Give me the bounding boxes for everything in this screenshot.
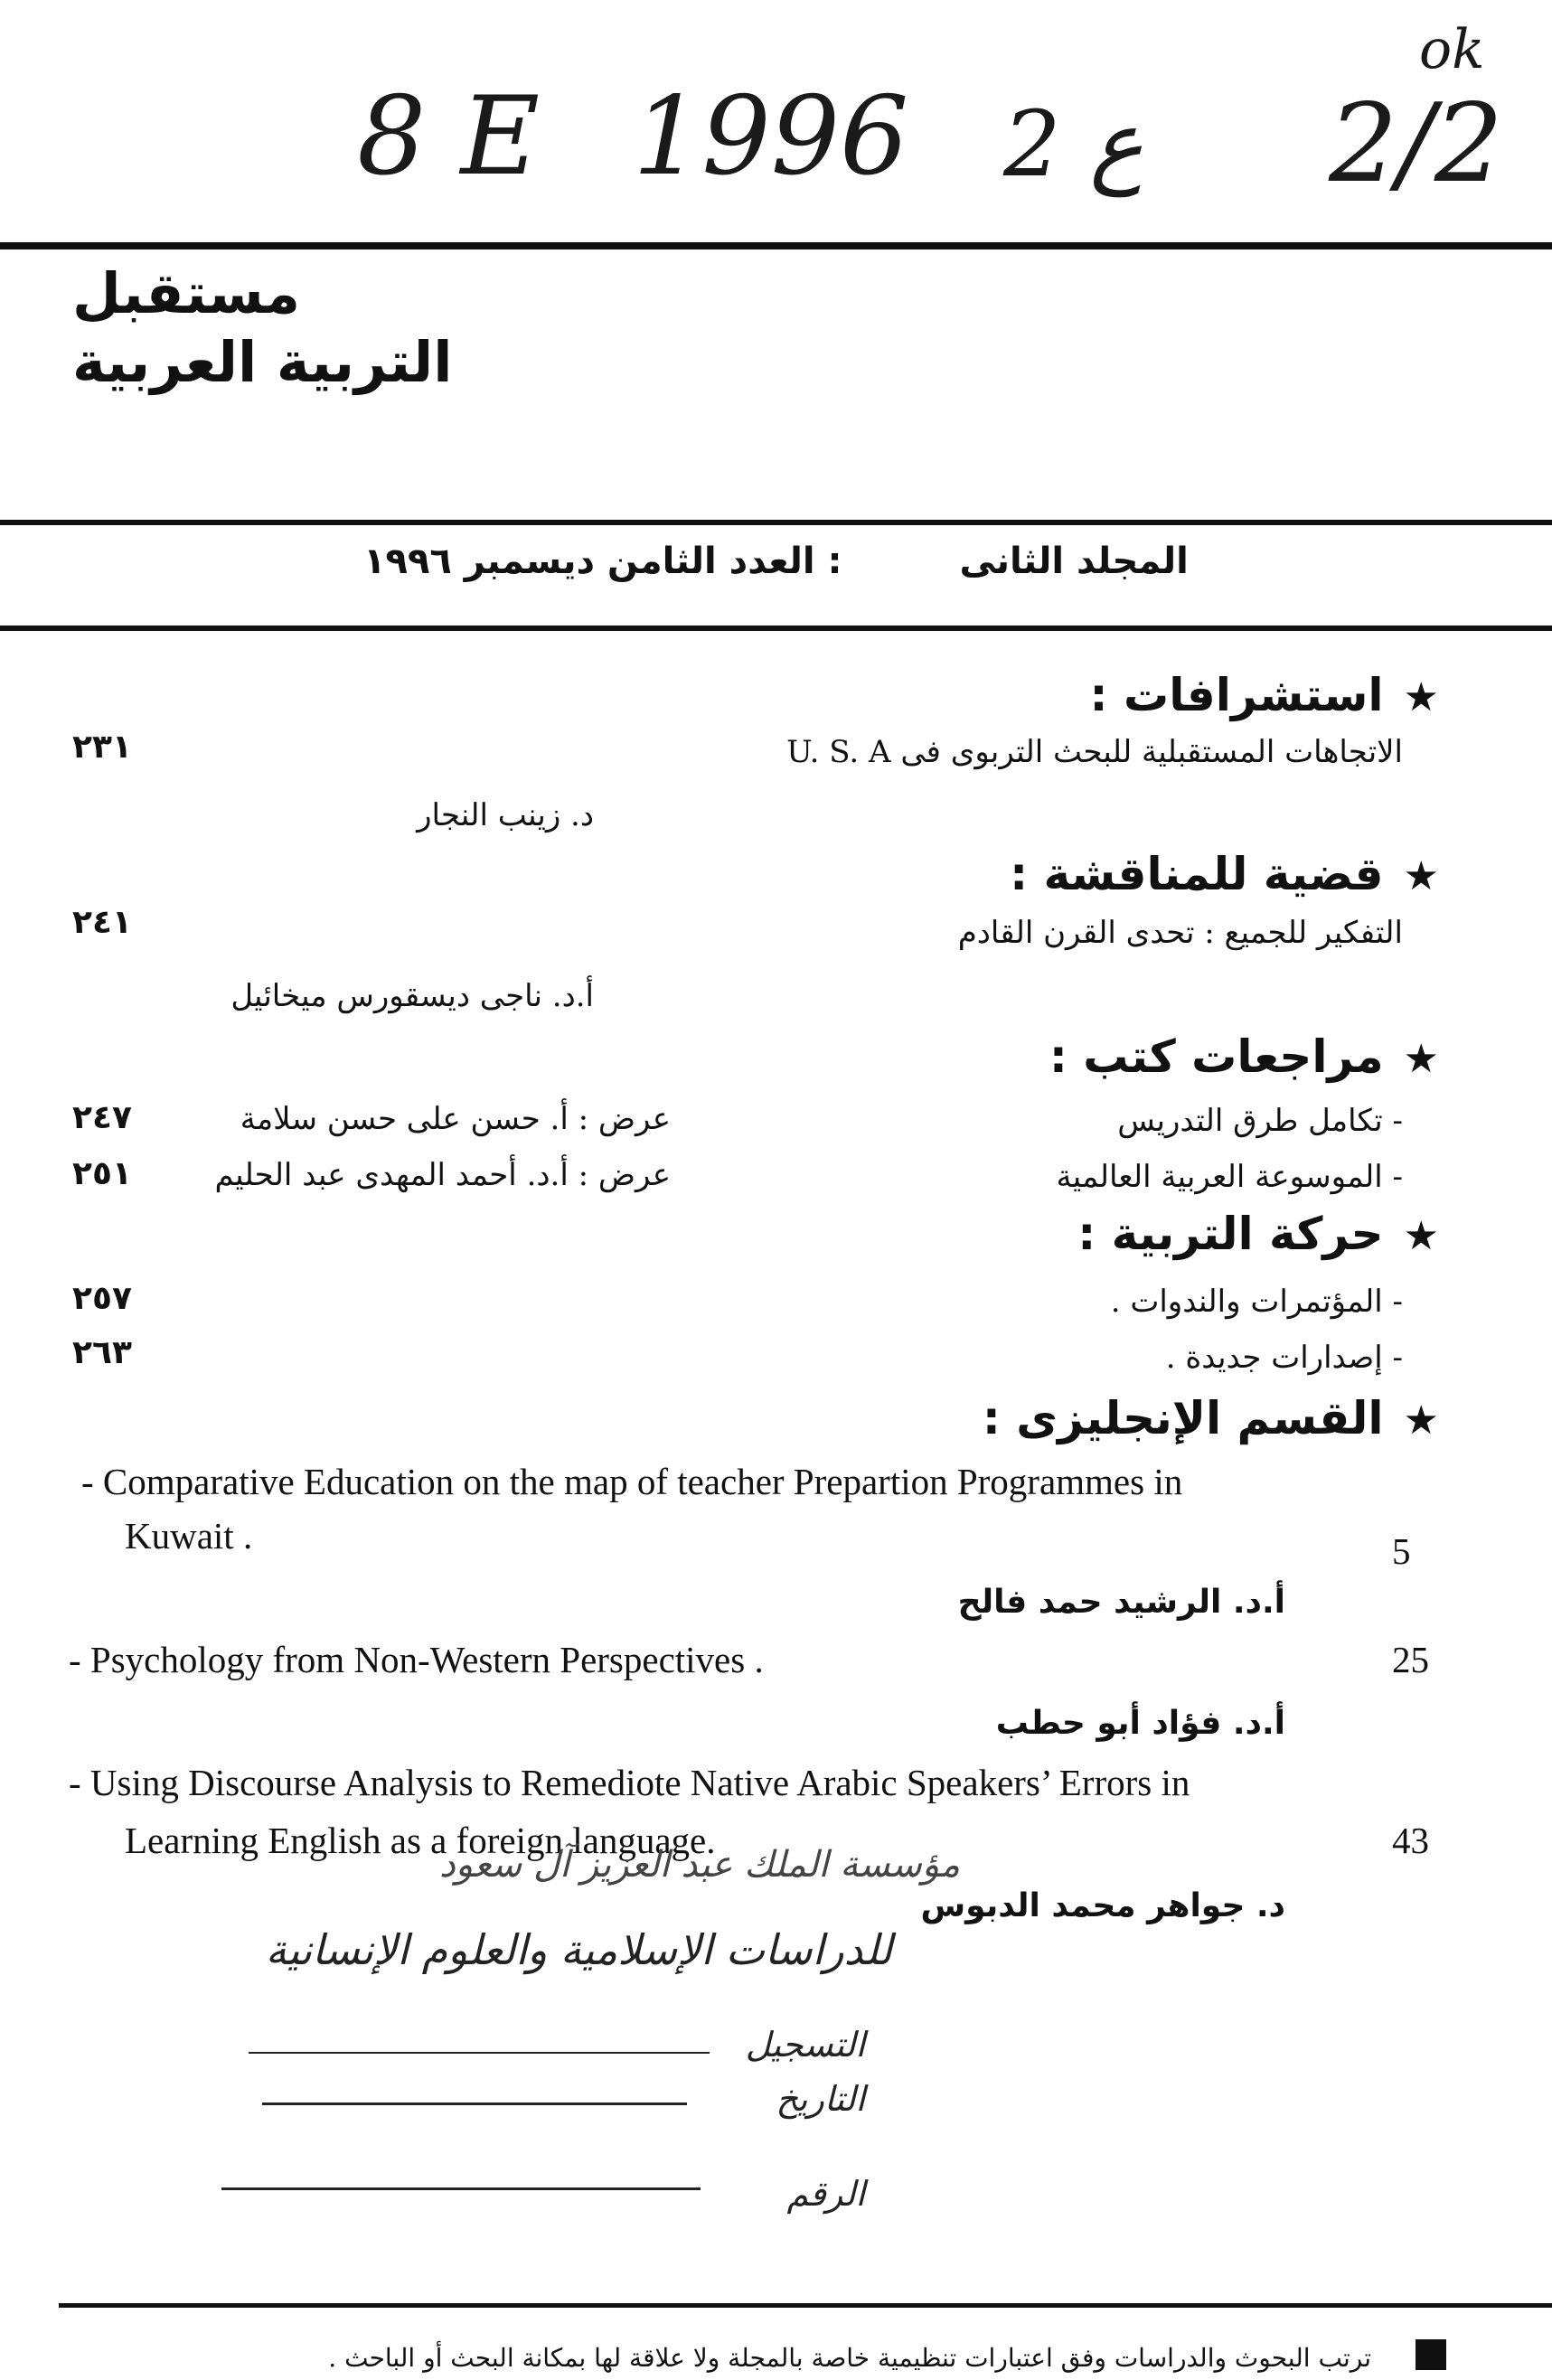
page-number: ٢٥١ (72, 1155, 132, 1192)
footer-bullet-square (1416, 2339, 1446, 2370)
page-number: 5 (1392, 1530, 1411, 1572)
page-number: 25 (1392, 1639, 1429, 1680)
journal-title-line2: التربية العربية (72, 329, 453, 395)
section-heading-discussion: ★قضية للمناقشة : (1010, 848, 1439, 900)
footer-rule (59, 2303, 1552, 2308)
section-heading-education-movement: ★حركة التربية : (1077, 1208, 1439, 1260)
article-title: التفكير للجميع : تحدى القرن القادم (957, 915, 1403, 951)
article-author: أ.د. فؤاد أبو حطب (995, 1705, 1285, 1742)
stamp-registration-line (249, 2052, 710, 2054)
page-number: ٢٤٧ (72, 1099, 132, 1136)
page-number: ٢٦٣ (72, 1334, 132, 1371)
stamp-date-line (262, 2102, 687, 2105)
star-icon: ★ (1403, 853, 1439, 899)
page-number: ٢٥٧ (72, 1280, 132, 1317)
star-icon: ★ (1403, 674, 1439, 720)
article-author: د. جواهر محمد الدبوس (920, 1887, 1285, 1924)
issue-bottom-rule (0, 626, 1552, 631)
english-article-line: - Comparative Education on the map of teacher Prepartion Programmes in (81, 1461, 1183, 1502)
movement-item: - إصدارات جديدة . (1165, 1340, 1403, 1376)
handwritten-year: 1996 (633, 74, 909, 200)
section-heading-foresight: ★استشرافات : (1089, 669, 1439, 721)
star-icon: ★ (1403, 1397, 1439, 1444)
stamp-institution-sub: للدراسات الإسلامية والعلوم الإنسانية (265, 1925, 892, 1974)
movement-item: - المؤتمرات والندوات . (1110, 1284, 1403, 1320)
issue-number: : العدد الثامن ديسمبر ١٩٩٦ (363, 541, 842, 582)
stamp-registration-label: التسجيل (745, 2025, 865, 2065)
review-reviewer: عرض : أ. حسن على حسن سلامة (240, 1101, 671, 1137)
article-author: أ.د. ناجى ديسقورس ميخائيل (230, 978, 594, 1014)
handwritten-ref-1: 8 E (357, 74, 541, 200)
page-number: ٢٣١ (72, 729, 132, 766)
section-heading-book-reviews: ★مراجعات كتب : (1049, 1030, 1439, 1083)
star-icon: ★ (1403, 1213, 1439, 1259)
article-title: الاتجاهات المستقبلية للبحث التربوى فى U. S. A (786, 734, 1403, 770)
stamp-number-line (221, 2187, 701, 2190)
review-title: - تكامل طرق التدريس (1117, 1103, 1403, 1139)
issue-volume: المجلد الثانى (959, 541, 1189, 582)
english-article-line: - Using Discourse Analysis to Remediote Native Arabic Speakers’ Errors in (69, 1762, 1190, 1803)
top-rule (0, 242, 1552, 249)
review-title: - الموسوعة العربية العالمية (1056, 1159, 1403, 1195)
issue-line (0, 541, 1552, 582)
stamp-number-label: الرقم (786, 2174, 865, 2214)
stamp-date-label: التاريخ (776, 2079, 865, 2119)
handwritten-ref-2: ع 2 (1003, 91, 1144, 197)
english-article-line: Learning English as a foreign language. (125, 1820, 716, 1861)
english-article-line: Kuwait . (125, 1515, 253, 1557)
handwritten-corner-mark: ok (1419, 18, 1485, 81)
star-icon: ★ (1403, 1036, 1439, 1082)
review-reviewer: عرض : أ.د. أحمد المهدى عبد الحليم (214, 1157, 671, 1193)
journal-title-line1: مستقبل (72, 260, 301, 326)
english-article-line: - Psychology from Non-Western Perspectives . (69, 1639, 764, 1680)
issue-top-rule (0, 520, 1552, 525)
footer-note: ترتب البحوث والدراسات وفق اعتبارات تنظيمية خاصة بالمجلة ولا علاقة لها بمكانة البحث أو الباحث . (328, 2343, 1371, 2373)
article-author: د. زينب النجار (417, 797, 594, 833)
page-number: ٢٤١ (72, 904, 132, 941)
stamp-institution: مؤسسة الملك عبد العزيز آل سعود (439, 1844, 960, 1886)
handwritten-fraction: 2/2 (1329, 81, 1504, 207)
article-author: أ.د. الرشيد حمد فالح (957, 1584, 1285, 1621)
page-number: 43 (1392, 1820, 1429, 1861)
section-heading-english: ★القسم الإنجليزى : (982, 1392, 1439, 1444)
